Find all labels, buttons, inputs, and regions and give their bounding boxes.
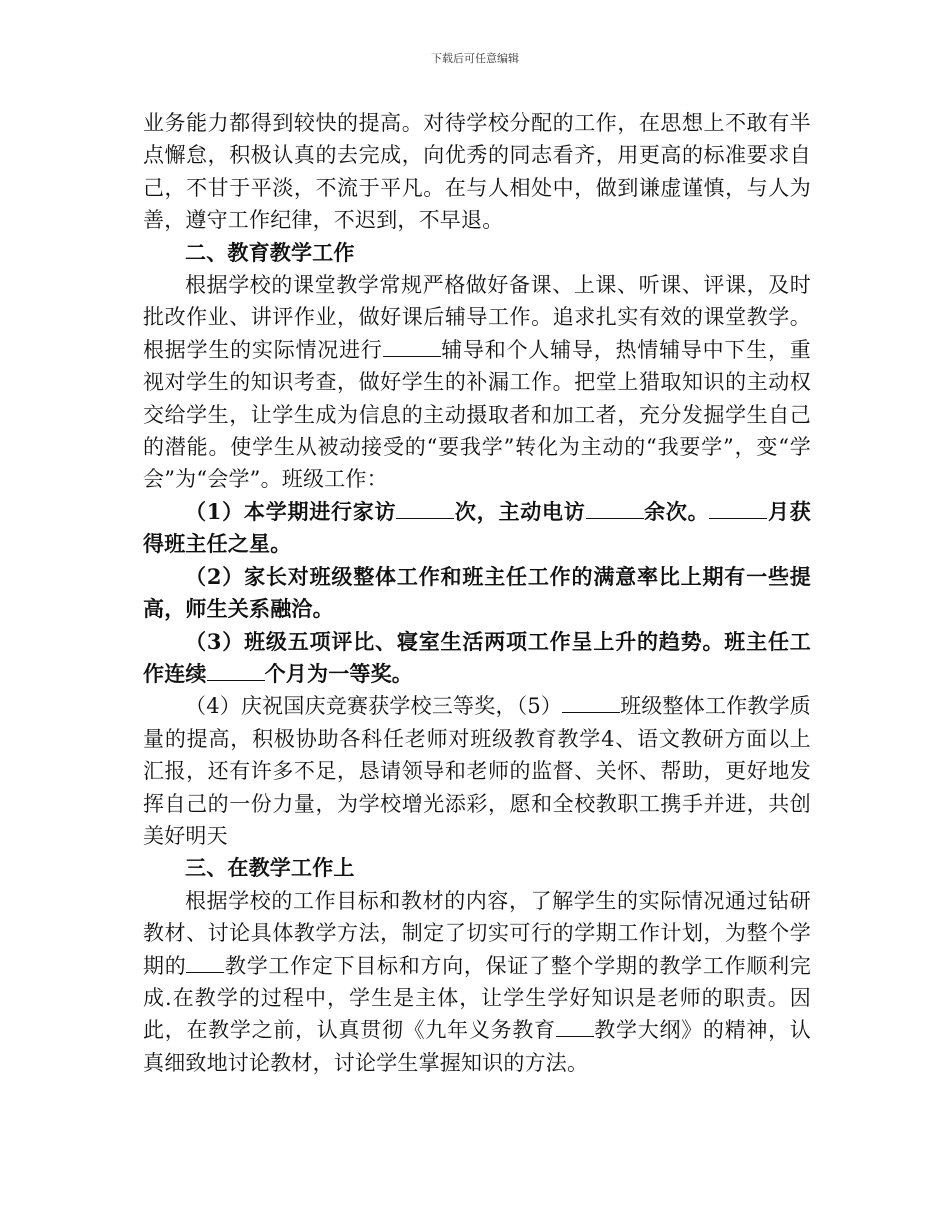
section-heading-teaching: 三、在教学工作上	[185, 855, 355, 881]
text-span: 根据学校的课堂教学常规严格做好备课、上课、听课、评课，及时批改作业、讲评作业，做好课后辅导工作。追求扎实有效的课堂教学。根据学生的实际情况进行	[143, 273, 811, 362]
fill-blank	[383, 338, 441, 357]
fill-blank	[396, 500, 454, 519]
document-body	[143, 107, 811, 1079]
fill-blank	[207, 662, 265, 681]
text-span: 根据学校的工作目标和教材的内容，了解学生的实际情况通过钻研教材、讨论具体教学方法，制定了切实可行的学期工作计划，为整个学期的	[143, 888, 811, 978]
paragraph-awards-summary	[143, 690, 811, 852]
text-span: （4）庆祝国庆竞赛获学校三等奖，（5）	[185, 694, 563, 719]
fill-blank	[562, 694, 620, 713]
text-span: （1）本学期进行家访	[185, 498, 397, 524]
list-item-home-visits	[143, 496, 811, 561]
section-heading-education: 二、教育教学工作	[185, 239, 355, 265]
text-span: （3）班级五项评比、寝室生活两项工作呈上升的趋势。班主任工作连续	[143, 628, 811, 686]
fill-blank	[709, 500, 767, 519]
text-span: 个月为一等奖。	[264, 660, 414, 686]
fill-blank	[556, 1018, 594, 1037]
text-span: 辅导和个人辅导，热情辅导中下生，重视对学生的知识考查，做好学生的补漏工作。把堂上猎取知识的主动权交给学生，让学生成为信息的主动摄取者和加工者，充分发掘学生自己的潜能。使学生从被动接受的“要我学”转化为主动的“我要学”，变“学会”为“会学”。班级工作：	[143, 337, 811, 492]
text-span: 余次。	[643, 498, 710, 524]
page-header: 下载后可任意编辑	[431, 52, 519, 65]
text-span: 教学工作定下目标和方向，保证了整个学期的教学工作顺利完成.在教学的过程中，学生是主体，让学生学好知识是老师的职责。因此，在教学之前，认真贯彻《九年义务教育	[143, 953, 811, 1043]
text-span: 班级整体工作教学质量的提高，积极协助各科任老师对班级教育教学4、语文教研方面以上汇报，还有许多不足，恳请领导和老师的监督、关怀、帮助，更好地发挥自己的一份力量，为学校增光添彩，愿和全校教职工携手并进，共创美好明天	[143, 694, 811, 848]
list-item-parent-satisfaction: （2）家长对班级整体工作和班主任工作的满意率比上期有一些提高，师生关系融洽。	[143, 563, 811, 622]
text-span: 次，主动电访	[454, 498, 586, 524]
text-span: 教学大纲》的精神，认真细致地讨论教材，讨论学生掌握知识的方法。	[143, 1018, 811, 1075]
text-span: 月获得班主任之星。	[143, 498, 811, 557]
list-item-class-evaluation	[143, 626, 811, 691]
paragraph-teaching-routine	[143, 269, 811, 496]
paragraph-work-attitude: 业务能力都得到较快的提高。对待学校分配的工作，在思想上不敢有半点懈怠，积极认真的去完成，向优秀的同志看齐，用更高的标准要求自己，不甘于平淡，不流于平凡。在与人相处中，做到谦虚谨慎，与人为善，遵守工作纪律，不迟到，不早退。	[143, 111, 811, 233]
paragraph-teaching-plan	[143, 885, 811, 1079]
fill-blank	[586, 500, 644, 519]
fill-blank	[186, 954, 224, 973]
